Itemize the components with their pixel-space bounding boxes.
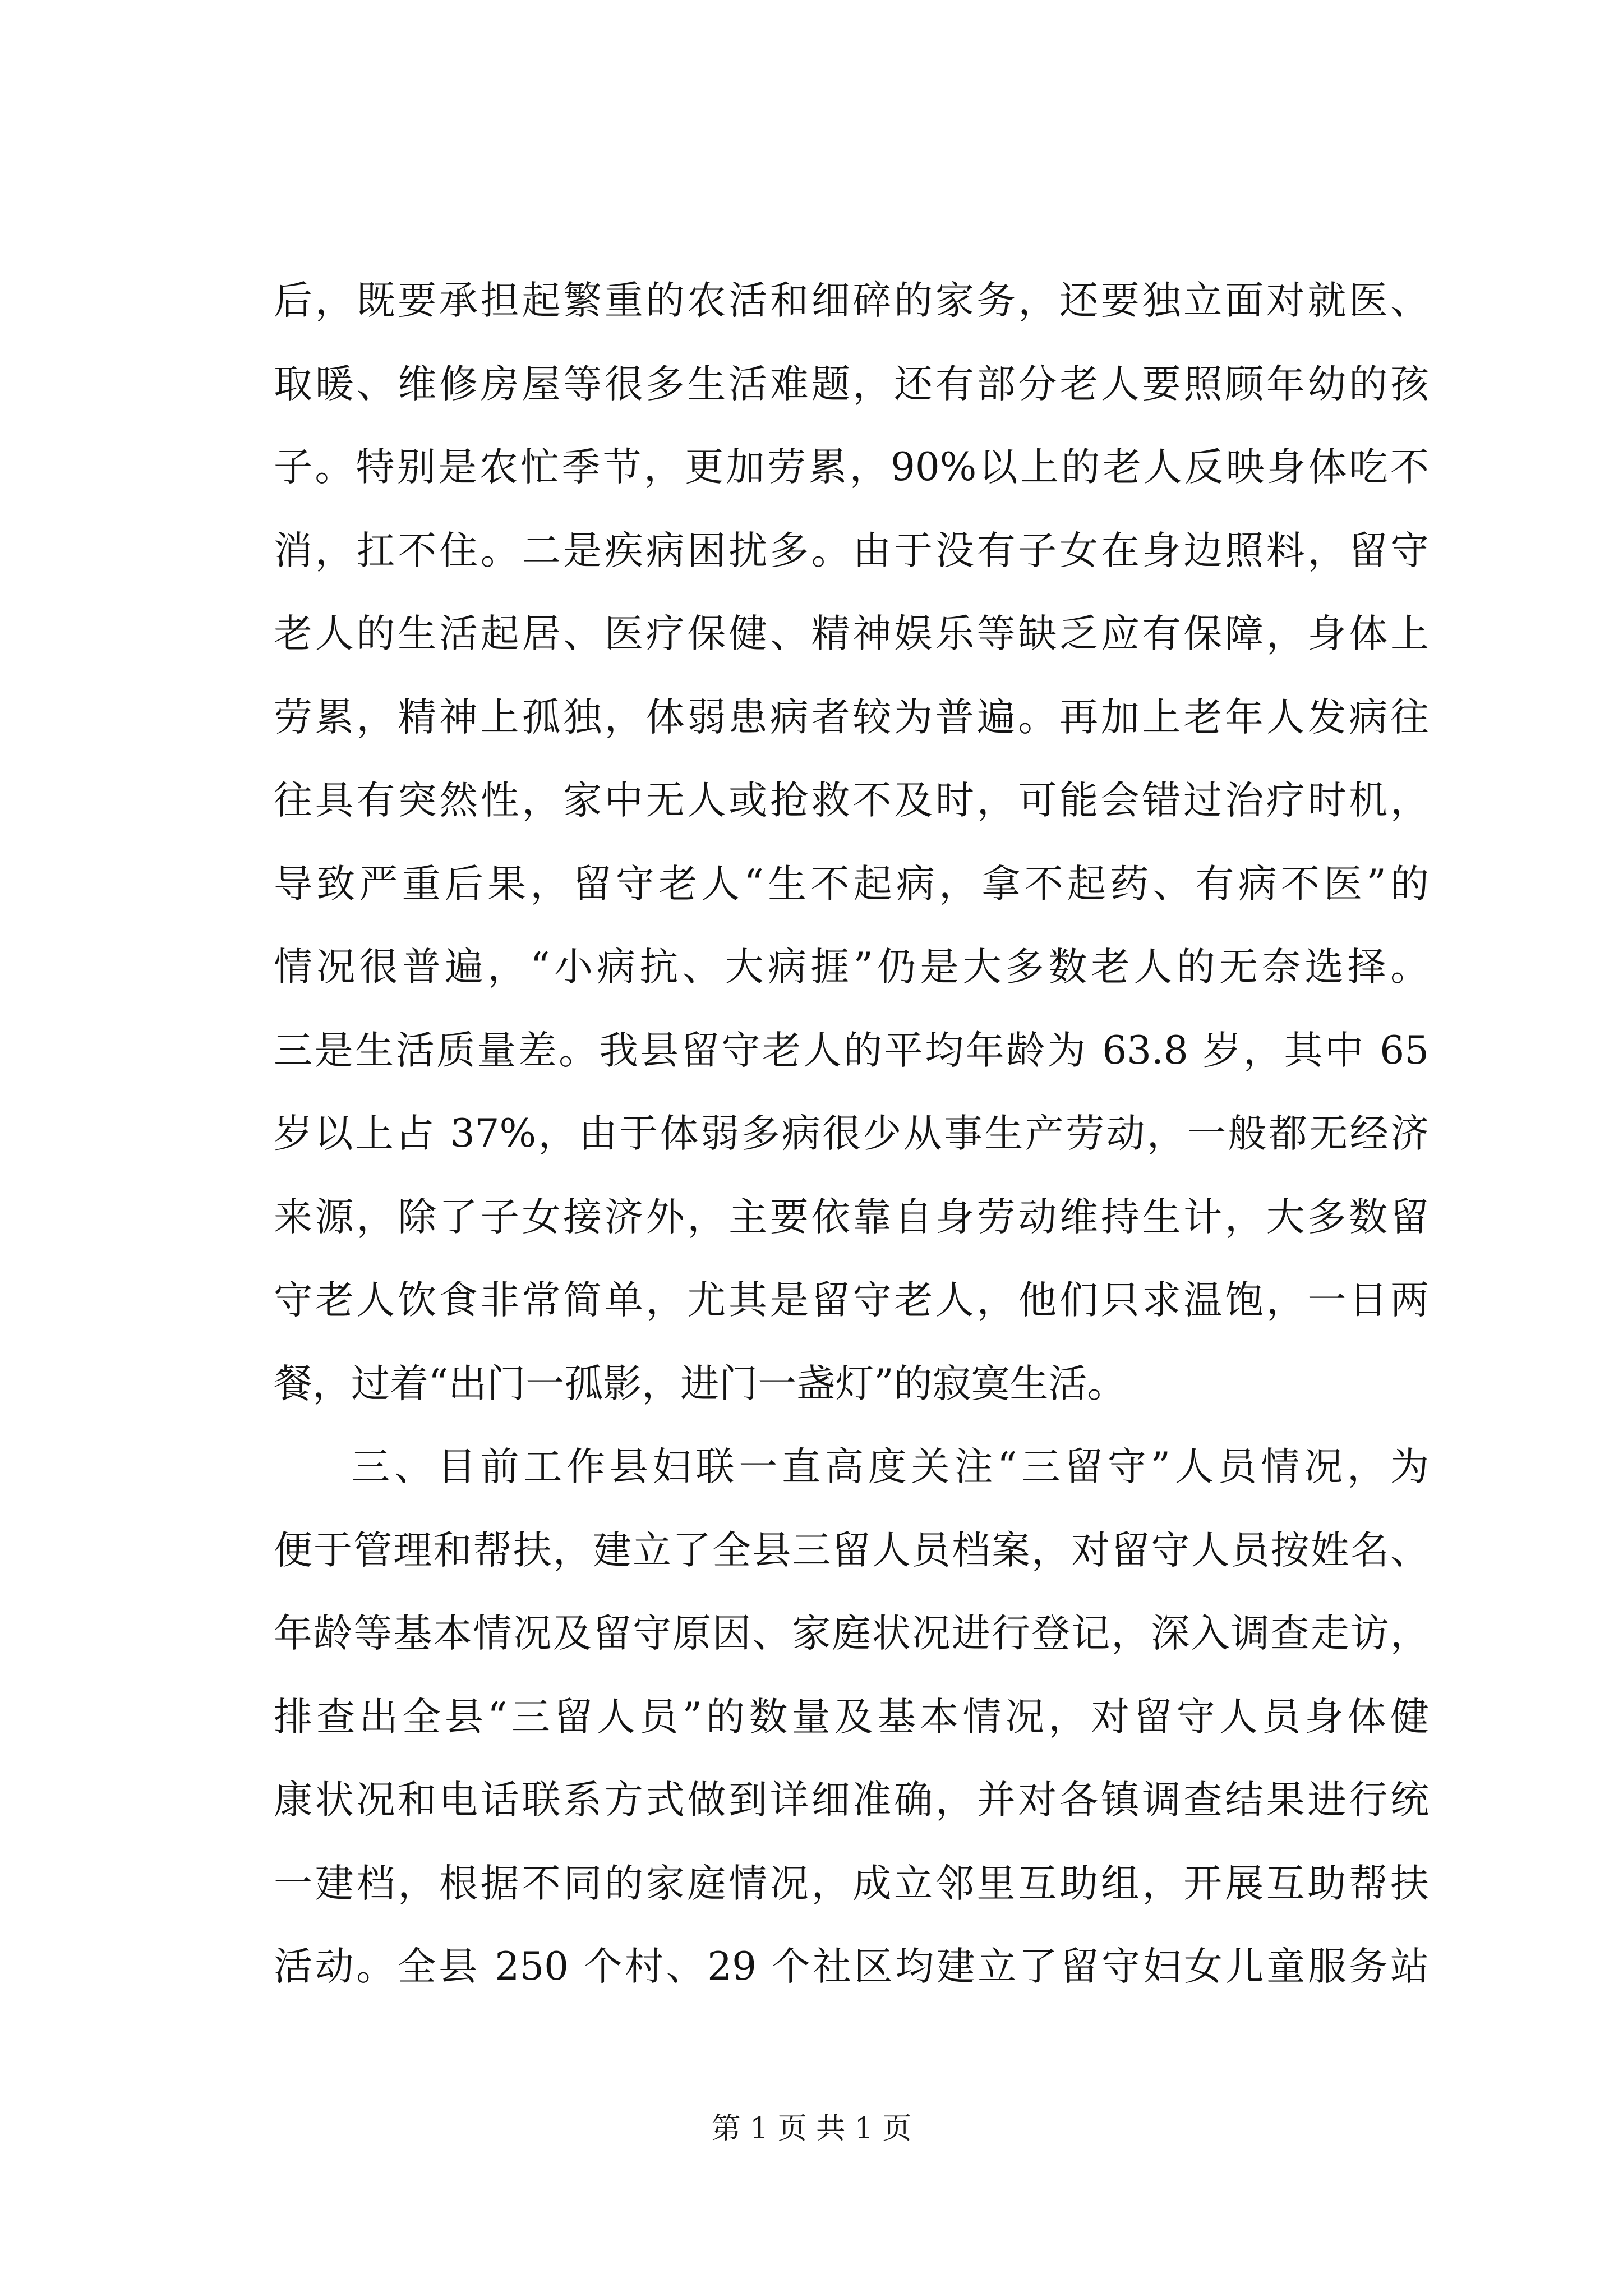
text-line: 子。特别是农忙季节，更加劳累，90%以上的老人反映身体吃不 <box>274 445 1429 490</box>
text-line: 排查出全县“三留人员”的数量及基本情况，对留守人员身体健 <box>274 1694 1429 1740</box>
text-line: 消，扛不住。二是疾病困扰多。由于没有子女在身边照料，留守 <box>274 528 1429 573</box>
page-number-footer: 第 1 页 共 1 页 <box>711 2112 912 2146</box>
paragraph-start-line: 三、目前工作县妇联一直高度关注“三留守”人员情况，为 <box>351 1444 1429 1489</box>
paragraph-end-line: 餐，过着“出门一孤影，进门一盏灯”的寂寞生活。 <box>274 1361 1126 1406</box>
text-line: 活动。全县 250 个村、29 个社区均建立了留守妇女儿童服务站 <box>274 1944 1429 1989</box>
text-line: 劳累，精神上孤独，体弱患病者较为普遍。再加上老年人发病往 <box>274 694 1429 740</box>
text-line: 情况很普遍，“小病抗、大病捱”仍是大多数老人的无奈选择。 <box>274 945 1429 990</box>
text-line: 岁以上占 37%，由于体弱多病很少从事生产劳动，一般都无经济 <box>274 1111 1429 1156</box>
text-line: 往具有突然性，家中无人或抢救不及时，可能会错过治疗时机， <box>274 778 1429 823</box>
text-line: 三是生活质量差。我县留守老人的平均年龄为 63.8 岁，其中 65 <box>274 1028 1429 1073</box>
body-text <box>274 259 1429 2009</box>
text-line: 年龄等基本情况及留守原因、家庭状况进行登记，深入调查走访， <box>274 1611 1429 1656</box>
text-line: 来源，除了子女接济外，主要依靠自身劳动维持生计，大多数留 <box>274 1194 1429 1240</box>
text-line: 老人的生活起居、医疗保健、精神娱乐等缺乏应有保障，身体上 <box>274 611 1429 656</box>
text-line: 取暖、维修房屋等很多生活难题，还有部分老人要照顾年幼的孩 <box>274 361 1429 407</box>
text-line: 一建档，根据不同的家庭情况，成立邻里互助组，开展互助帮扶 <box>274 1861 1429 1906</box>
text-line: 守老人饮食非常简单，尤其是留守老人，他们只求温饱，一日两 <box>274 1278 1429 1323</box>
text-line: 导致严重后果，留守老人“生不起病，拿不起药、有病不医”的 <box>274 861 1429 907</box>
text-line: 康状况和电话联系方式做到详细准确，并对各镇调查结果进行统 <box>274 1778 1429 1823</box>
text-line: 后，既要承担起繁重的农活和细碎的家务，还要独立面对就医、 <box>274 278 1429 323</box>
text-line: 便于管理和帮扶，建立了全县三留人员档案，对留守人员按姓名、 <box>274 1527 1429 1573</box>
